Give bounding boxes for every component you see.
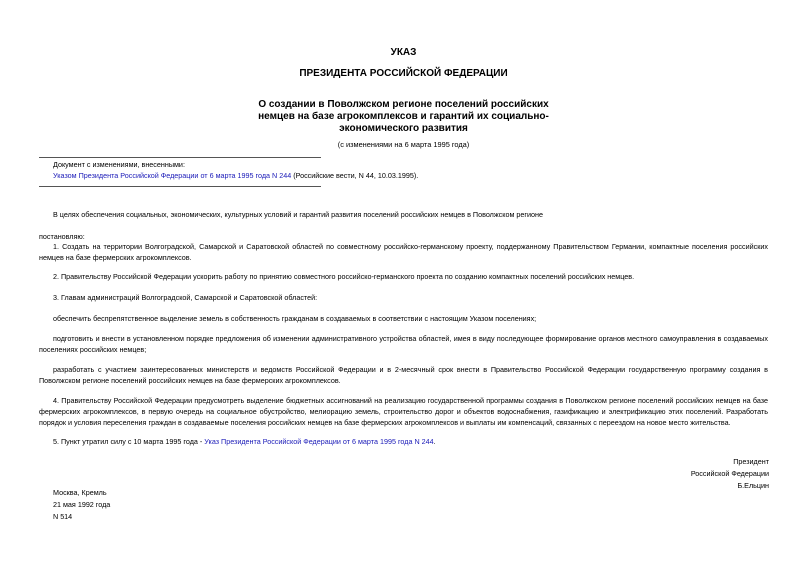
clause-3: 3. Главам администраций Волгоградской, Самарской и Саратовской областей: bbox=[53, 293, 318, 302]
clause-3-item-3: разработать с участием заинтересованных министерств и ведомств Российской Федерации и в 2-месячный срок внести в Правительство Российской Федерации государственную программу создания в Поволжском регионе поселений российских немцев на базе фермерских агрокомплексов. bbox=[39, 365, 768, 385]
clause-5-suffix: . bbox=[433, 437, 436, 446]
signature-country: Российской Федерации bbox=[690, 469, 769, 478]
clause-1: 1. Создать на территории Волгоградской, Самарской и Саратовской областей по совместному российско-германскому проекту, поддержанному Правительством Германии, компактные поселения российских немцев на базе фермерских агрокомплексов. bbox=[39, 242, 768, 262]
amendments-intro: Документ с изменениями, внесенными: bbox=[53, 160, 185, 169]
signing-place: Москва, Кремль bbox=[53, 488, 107, 497]
subject-line-2: немцев на базе агрокомплексов и гарантий их социально- bbox=[258, 111, 549, 122]
amendment-source: (Российские вести, N 44, 10.03.1995). bbox=[291, 171, 419, 180]
divider-bottom bbox=[39, 186, 321, 187]
subject-line-1: О создании в Поволжском регионе поселений российских bbox=[258, 99, 549, 110]
clause-5 bbox=[39, 436, 768, 447]
signing-date: 21 мая 1992 года bbox=[53, 500, 111, 509]
signature-block bbox=[569, 456, 769, 492]
revision-note: (с изменениями на 6 марта 1995 года) bbox=[337, 140, 470, 149]
place-date-block bbox=[53, 487, 110, 523]
decree-word: постановляю: bbox=[39, 232, 85, 241]
clause-5-prefix: 5. Пункт утратил силу с 10 марта 1995 года - bbox=[53, 437, 205, 446]
signature-name: Б.Ельцин bbox=[737, 481, 769, 490]
amendment-decree-link[interactable]: Указом Президента Российской Федерации от 6 марта 1995 года N 244 bbox=[53, 171, 292, 180]
signature-position: Президент bbox=[733, 457, 769, 466]
repeal-decree-link[interactable]: Указ Президента Российской Федерации от 6 марта 1995 года N 244 bbox=[204, 437, 434, 446]
preamble: В целях обеспечения социальных, экономических, культурных условий и гарантий развития поселений российских немцев в Поволжском регионе bbox=[53, 210, 544, 219]
decree-number: N 514 bbox=[53, 512, 73, 521]
amendments-line bbox=[53, 170, 418, 181]
clause-3-item-2: подготовить и внести в установленном порядке предложения об изменении административного устройства областей, имея в виду последующее формирование органов местного самоуправления в создаваемых поселениях российских немцев; bbox=[39, 334, 768, 354]
document-type-title: УКАЗ bbox=[390, 47, 417, 58]
divider-top bbox=[39, 157, 321, 158]
issuer-title: ПРЕЗИДЕНТА РОССИЙСКОЙ ФЕДЕРАЦИИ bbox=[299, 68, 508, 79]
clause-2: 2. Правительству Российской Федерации ускорить работу по принятию совместного российско-германского проекта по созданию компактных поселений российских немцев. bbox=[53, 272, 635, 281]
clause-4: 4. Правительству Российской Федерации предусмотреть выделение бюджетных ассигнований на реализацию государственной программы создания в Поволжском регионе поселений российских немцев на базе фермерских агрокомплексов, в первую очередь на социальное обустройство, мелиорацию земель, строительство дорог и объектов водоснабжения, газификацию и электрификацию этих поселений. Разработать порядок и условия переселения граждан в создаваемые поселения российских немцев на базе фермерских агрокомплексов и выплаты им компенсаций, связанных с переездом на новое место жительства. bbox=[39, 396, 768, 427]
subject-line-3: экономического развития bbox=[339, 123, 468, 134]
document-subject bbox=[0, 99, 807, 135]
clause-3-item-1: обеспечить беспрепятственное выделение земель в собственность гражданам в создаваемых в соответствии с настоящим Указом поселениях; bbox=[53, 314, 537, 323]
